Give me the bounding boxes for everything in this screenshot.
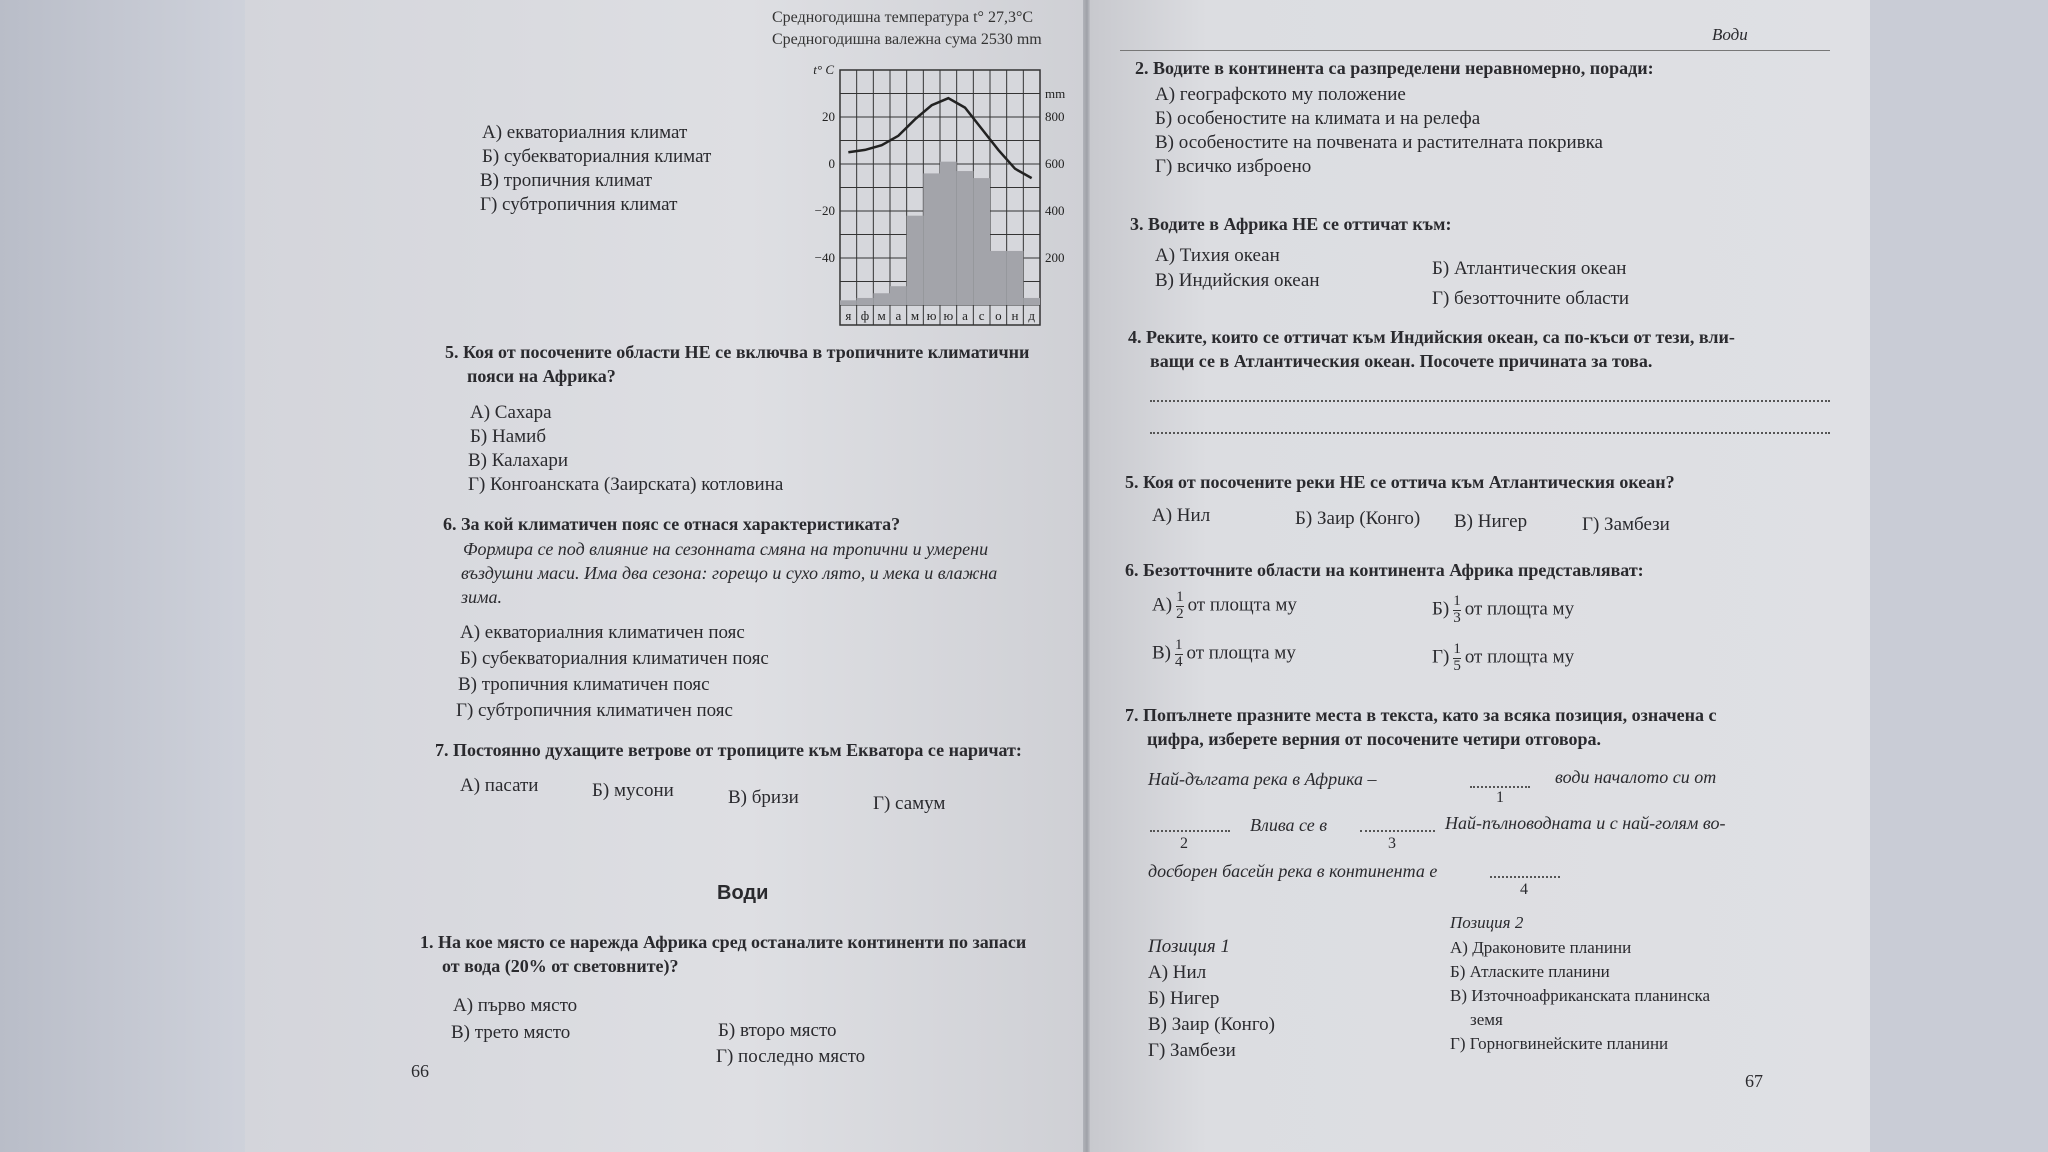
precip-bar [873,293,890,305]
precip-bar [957,171,974,305]
position-1-title: Позиция 1 [1148,936,1230,957]
right-page [1090,0,1870,1152]
answer-option: А) Драконовите планини [1450,938,1632,957]
question-7 [1125,703,1716,752]
blank-1[interactable] [1470,786,1530,788]
answer-option: А) първо място [453,995,578,1016]
blank-marker: 3 [1388,835,1396,852]
answer-option: А) Сахара [470,402,552,423]
answer-option: Г) Конгоанската (Заирската) котловина [468,474,784,495]
question-text: 1. На кое място се нарежда Африка сред останалите континенти по запаси [420,932,1027,952]
blank-marker: 4 [1520,881,1528,898]
answer-option: Б) мусони [592,780,674,801]
answer-option: В) Нигер [1454,511,1528,532]
right-tick-label: 400 [1045,203,1065,218]
fill-text: Най-пълноводната и с най-голям во- [1445,813,1726,833]
question-text: от вода (20% от световните)? [442,956,679,977]
precip-bar [857,298,874,305]
month-label: а [895,308,902,323]
question-6: 6. За кой климатичен пояс се отнася характеристиката? [443,514,901,534]
question-text: цифра, изберете верния от посочените четири отговора. [1147,729,1602,750]
answer-option: В) трето място [451,1022,571,1043]
blank-4[interactable] [1490,876,1560,878]
blank-marker: 1 [1496,789,1504,806]
numerator: 1 [1453,593,1461,609]
question-text: ващи се в Атлантическия океан. Посочете причината за това. [1150,351,1653,372]
month-label: м [910,308,920,323]
right-tick-label: 200 [1045,250,1065,265]
precip-bar [890,286,907,305]
question-text: 4. Реките, които се оттичат към Индийския океан, са по-къси от тези, вли- [1128,327,1735,347]
left-page [245,0,1083,1152]
question-5 [445,340,1029,389]
question-text: 5. Коя от посочените области НЕ се включва в тропичните климатични [445,342,1030,362]
answer-option: Г) последно място [716,1046,866,1067]
header-rule [1120,50,1830,51]
option-label: Б) [1432,598,1450,620]
blank-2[interactable] [1150,830,1230,832]
option-text: от площта му [1187,594,1297,616]
option-label: Г) [1432,646,1450,668]
month-label: ю [926,308,937,323]
question-description: въздушни маси. Има два сезона: горещо и сухо лято, и мека и влажна [461,563,998,583]
answer-line[interactable] [1150,432,1830,434]
month-label: а [962,308,968,323]
question-3: 3. Водите в Африка НЕ се оттичат към: [1130,214,1452,234]
question-text: пояси на Африка? [467,366,616,387]
page-number: 66 [411,1061,429,1081]
page-number: 67 [1745,1071,1763,1091]
answer-option: Г) Горногвинейските планини [1450,1034,1669,1053]
fraction [1176,590,1184,623]
precip-bar [840,300,857,305]
blank-3[interactable] [1360,830,1435,832]
chart-title: Средногодишна температура t° 27,3°C [772,9,1034,26]
question-4 [1128,325,1735,374]
answer-option: Б) Намиб [470,426,546,447]
answer-option: Б) второ място [718,1020,837,1041]
answer-option: Б) Нигер [1148,988,1220,1009]
fill-text: Влива се в [1250,815,1328,835]
climate-option: Б) субекваториалния климат [482,146,712,167]
answer-option: А) географското му положение [1155,84,1406,105]
fraction [1453,594,1461,627]
left-tick-label: 20 [822,109,835,124]
answer-option: А) екваториалния климатичен пояс [460,622,745,643]
climate-chart [760,4,1080,334]
month-label: с [978,308,985,323]
answer-option: В) Калахари [468,450,569,471]
numerator: 1 [1176,589,1184,605]
fill-text: досборен басейн река в континента е [1148,861,1438,881]
position-2-title: Позиция 2 [1450,913,1524,932]
denominator: 5 [1453,657,1461,674]
answer-option: В) тропичния климатичен пояс [458,674,710,695]
answer-option: Г) самум [873,793,946,814]
answer-option: Б) Атлантическия океан [1432,258,1627,279]
question-text: 7. Попълнете празните места в текста, като за всяка позиция, означена с [1125,705,1717,725]
answer-option: Г) безотточните области [1432,288,1630,309]
answer-option: А) Нил [1152,505,1211,526]
precip-bar [923,173,940,305]
answer-option: А) Тихия океан [1155,245,1280,266]
numerator: 1 [1453,641,1461,657]
question-5: 5. Коя от посочените реки НЕ се оттича към Атлантическия океан? [1125,472,1675,492]
answer-option: Г) субтропичния климатичен пояс [456,700,733,721]
running-header: Води [1712,25,1748,44]
blank-marker: 2 [1180,835,1188,852]
right-tick-label: 600 [1045,156,1065,171]
answer-option: Г) Замбези [1148,1040,1236,1061]
option-text: от площта му [1464,598,1575,620]
month-label: н [1011,308,1019,323]
question-2: 2. Водите в континента са разпределени неравномерно, поради: [1135,58,1654,78]
month-label: м [877,308,886,323]
answer-option: В) Източноафриканската планинска [1450,986,1711,1005]
answer-option: В) бризи [728,787,799,808]
fraction-option [1152,638,1296,671]
precip-bar [907,216,924,305]
month-label: я [845,308,852,323]
month-label: о [995,308,1002,323]
question-1 [420,930,1026,979]
fraction-option [1152,590,1297,623]
left-tick-label: −40 [814,250,835,265]
denominator: 2 [1176,605,1184,622]
right-axis-label: mm [1045,86,1066,101]
precip-bar [1007,251,1024,305]
precip-bar [990,251,1007,305]
answer-option: В) Заир (Конго) [1148,1014,1275,1035]
answer-option: земя [1470,1010,1503,1029]
answer-option: А) пасати [460,775,539,796]
month-label: ф [860,308,870,323]
denominator: 3 [1453,609,1461,626]
month-label: д [1028,308,1035,323]
option-text: от площта му [1186,642,1296,664]
numerator: 1 [1175,637,1183,653]
precip-bar [940,162,957,305]
left-tick-label: −20 [814,203,835,218]
question-description: зима. [461,587,503,607]
option-label: В) [1152,642,1171,664]
precip-bar [1023,298,1040,305]
answer-option: В) особеностите на почвената и растителната покривка [1155,132,1603,153]
option-text: от площта му [1464,646,1575,668]
answer-option: А) Нил [1148,962,1207,983]
answer-option: Б) субекваториалния климатичен пояс [460,648,769,669]
climate-option: В) тропичния климат [480,170,653,191]
left-tick-label: 0 [828,156,835,171]
answer-option: Б) Заир (Конго) [1295,508,1421,529]
question-7: 7. Постоянно духащите ветрове от тропиците към Екватора се наричат: [435,740,1022,760]
denominator: 4 [1175,653,1183,670]
answer-option: Б) Атласките планини [1450,962,1610,981]
answer-option: Г) Замбези [1582,514,1670,535]
answer-option: Б) особеностите на климата и на релефа [1155,108,1481,129]
climate-option: А) екваториалния климат [482,122,688,143]
fraction [1453,642,1461,675]
climate-option: Г) субтропичния климат [480,194,678,215]
precip-bar [973,178,990,305]
right-tick-label: 800 [1045,109,1065,124]
background [0,0,250,1152]
left-axis-label: t° C [813,62,834,77]
section-title: Води [717,882,769,904]
answer-option: Г) всичко изброено [1155,156,1312,177]
month-label: ю [943,308,954,323]
fraction-option [1432,642,1574,675]
answer-line[interactable] [1150,400,1830,402]
question-description: Формира се под влияние на сезонната смяна на тропични и умерени [463,539,989,559]
chart-subtitle: Средногодишна валежна сума 2530 mm [772,31,1042,48]
answer-option: В) Индийския океан [1155,270,1320,291]
fraction [1175,638,1183,671]
question-6: 6. Безотточните области на континента Африка представляват: [1125,560,1644,580]
fill-text: води началото си от [1555,767,1717,787]
fraction-option [1432,594,1574,627]
option-label: А) [1152,594,1173,616]
fill-text: Най-дългата река в Африка – [1148,769,1377,789]
